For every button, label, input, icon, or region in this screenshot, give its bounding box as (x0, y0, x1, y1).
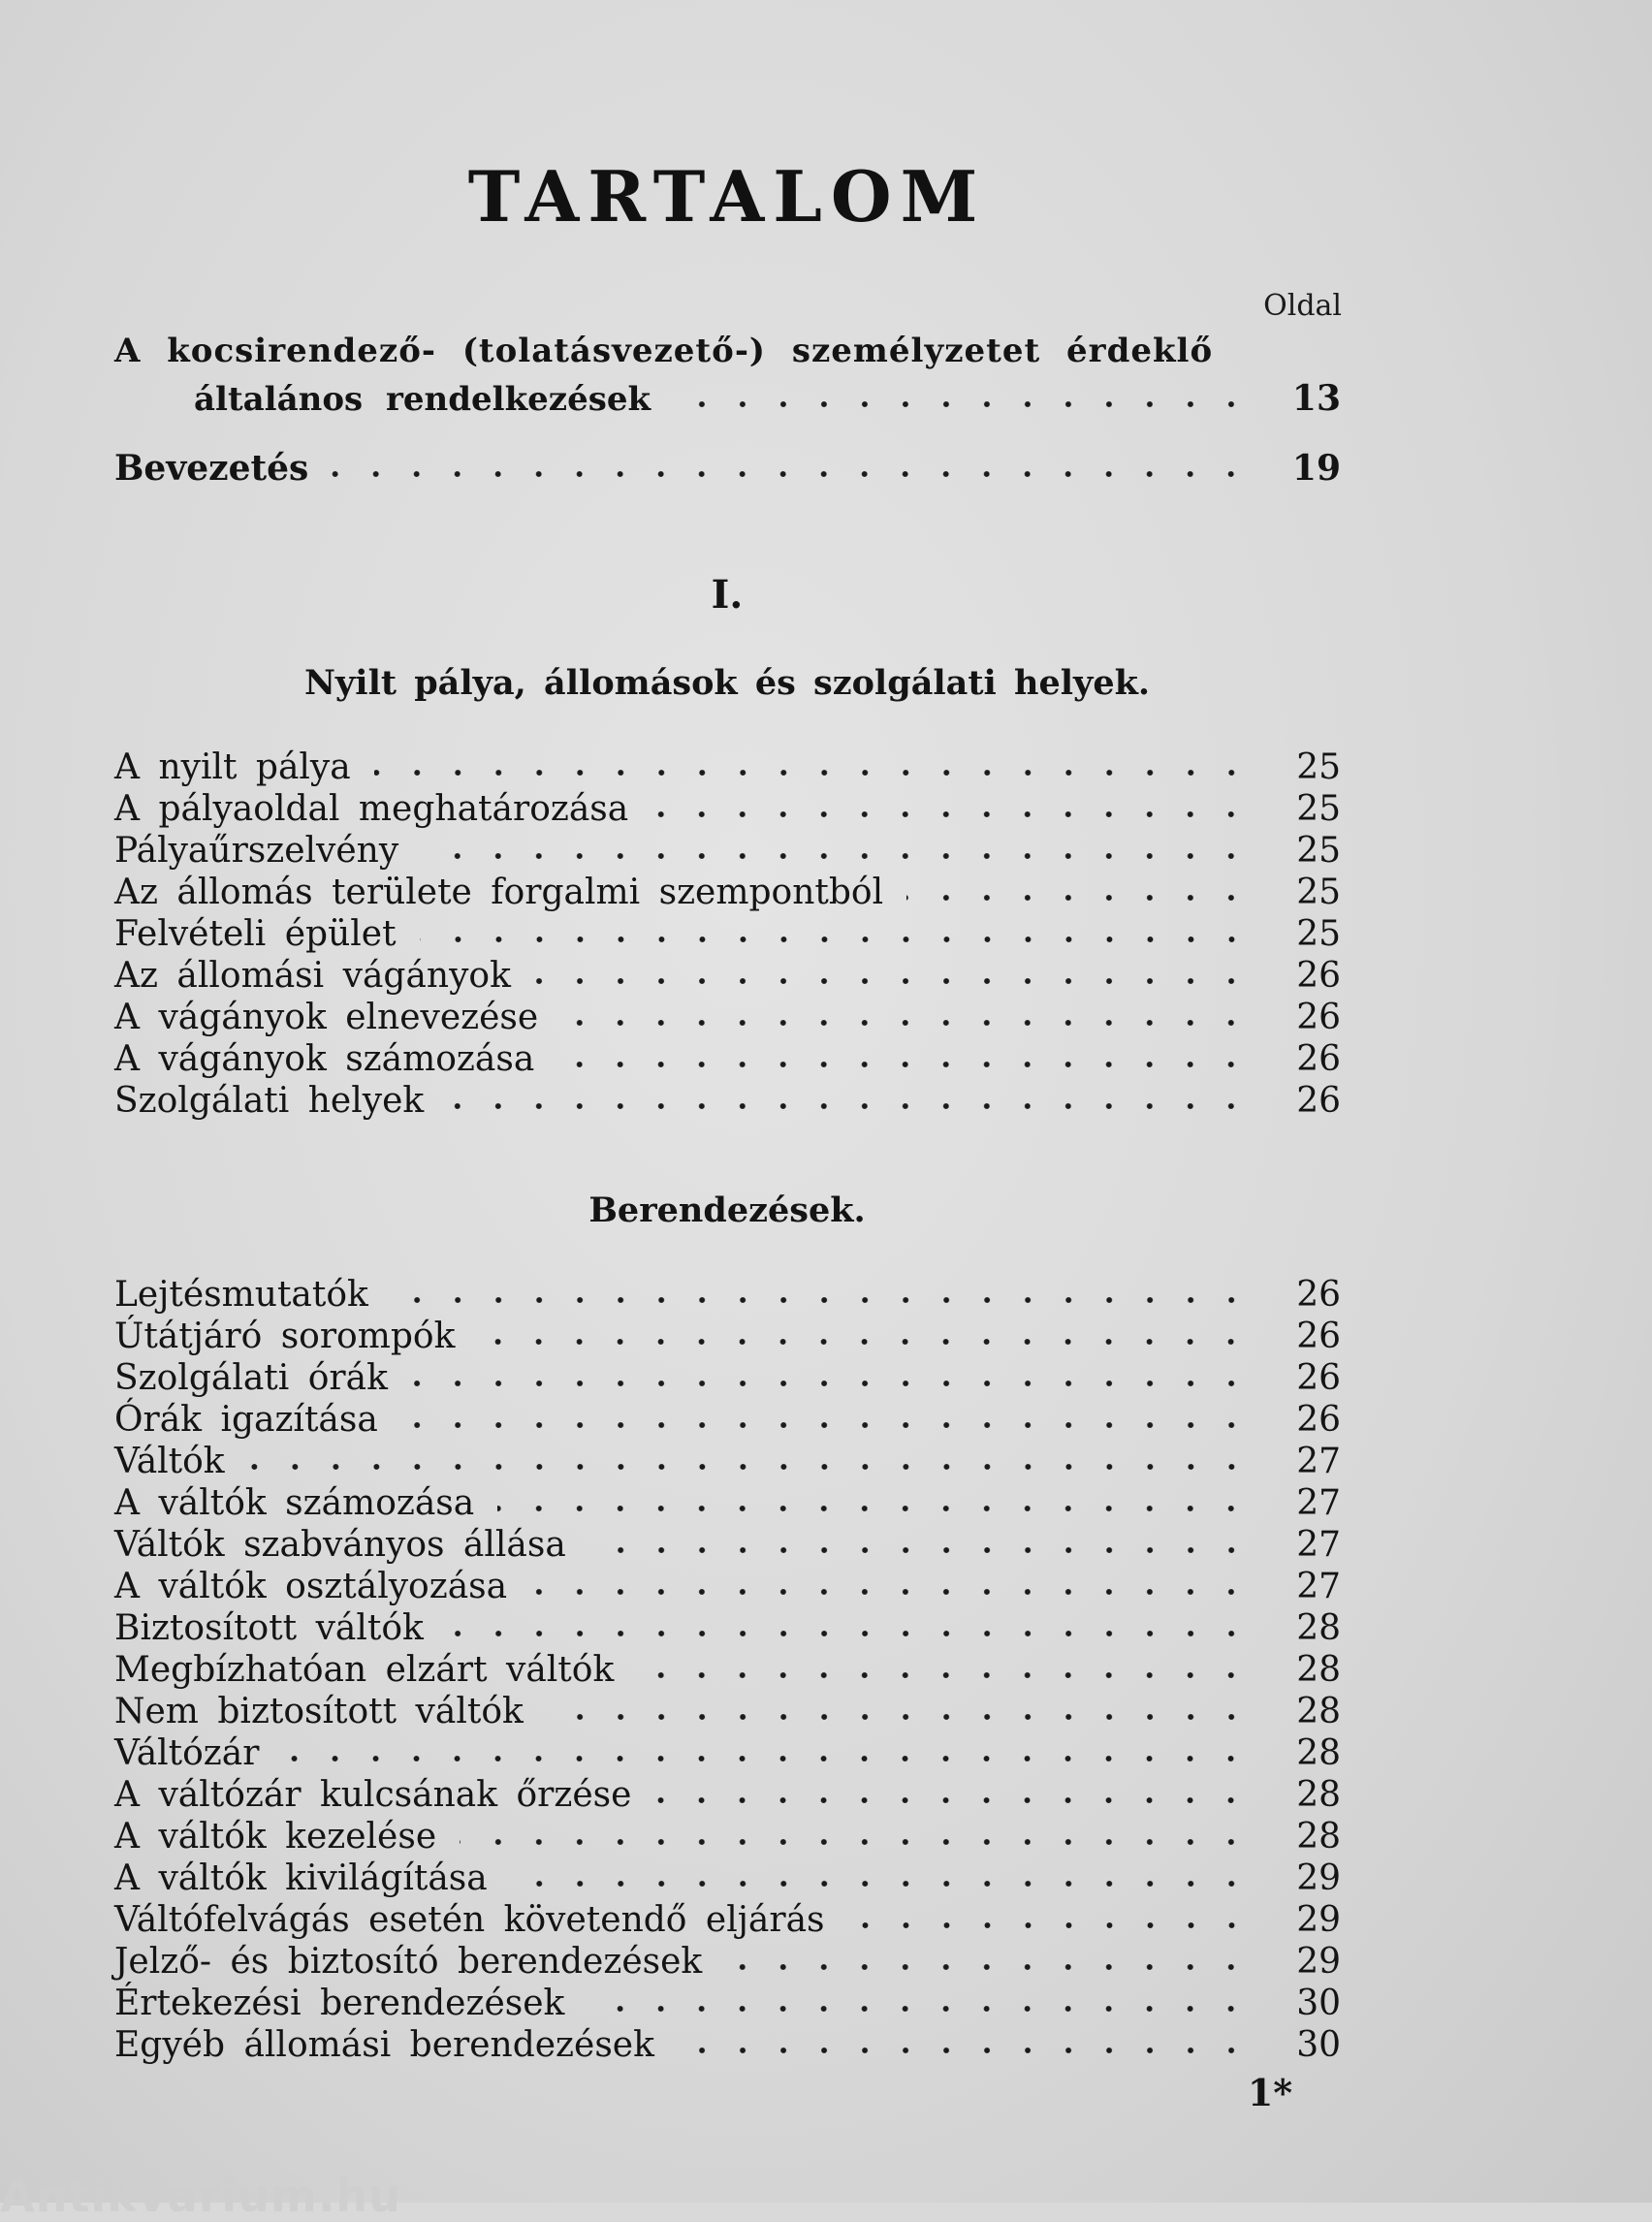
dot-leader (906, 891, 1252, 905)
dot-leader (401, 1418, 1252, 1432)
toc-page-number: 28 (1296, 1608, 1341, 1648)
toc-entry (114, 1480, 1341, 1523)
toc-entry-label: A vágányok elnevezése (114, 998, 539, 1037)
toc-page-number: 19 (1291, 448, 1341, 489)
dot-leader (651, 808, 1252, 821)
dot-leader (547, 1710, 1252, 1724)
dot-leader (411, 1377, 1252, 1390)
toc-entry (114, 1522, 1341, 1565)
toc-page-number: 25 (1296, 789, 1341, 829)
toc-page-number: 26 (1296, 1081, 1341, 1121)
toc-page-number: 26 (1296, 1358, 1341, 1398)
toc-entry (114, 870, 1341, 912)
toc-page-number: 27 (1296, 1525, 1341, 1565)
toc-page-number: 28 (1296, 1733, 1341, 1773)
toc-entry-label: A nyilt pálya (114, 747, 351, 787)
toc-entry (114, 1730, 1341, 1773)
toc-entry-label: általános rendelkezések (194, 380, 651, 419)
dot-leader (588, 2002, 1252, 2016)
dot-leader (557, 1058, 1252, 1071)
toc-page-number: 27 (1296, 1567, 1341, 1606)
toc-entry (114, 1856, 1341, 1898)
signature-mark: 1* (1247, 2071, 1293, 2114)
toc-entry (114, 1647, 1341, 1690)
toc-entry-label: Szolgálati órák (114, 1358, 388, 1398)
toc-entry (114, 1689, 1341, 1731)
toc-page-number: 26 (1296, 1039, 1341, 1079)
dot-leader (478, 1335, 1252, 1349)
toc-entry (114, 828, 1341, 871)
dot-leader (447, 1099, 1252, 1113)
toc-entry (114, 1078, 1341, 1121)
toc-entry (114, 1939, 1341, 1982)
dot-leader (654, 1793, 1252, 1807)
toc-entry (114, 745, 1341, 787)
dot-leader (511, 1877, 1252, 1890)
page-column-header: Oldal (1263, 289, 1342, 323)
toc-page-number: 30 (1296, 1984, 1341, 2023)
toc-page-number: 26 (1296, 998, 1341, 1037)
toc-entry-label: Jelző- és biztosító berendezések (114, 1942, 703, 1982)
toc-entry-label: Az állomási vágányok (114, 956, 511, 996)
part-numeral: I. (711, 572, 744, 618)
watermark: Antikvarium.hu (0, 2170, 401, 2222)
toc-entry-label: Pályaűrszelvény (114, 831, 399, 871)
toc-entry-label: Bevezetés (114, 448, 309, 489)
toc-page-number: 29 (1296, 1858, 1341, 1898)
toc-page-number: 28 (1296, 1692, 1341, 1731)
toc-entry (114, 1981, 1341, 2023)
dot-leader (420, 933, 1252, 946)
toc-entry (114, 2022, 1341, 2065)
dot-leader (530, 1585, 1252, 1599)
toc-entry (114, 1814, 1341, 1857)
toc-page-number: 27 (1296, 1483, 1341, 1523)
toc-entry (114, 1314, 1341, 1356)
toc-entry-label: A pályaoldal meghatározása (114, 789, 629, 829)
toc-entry (114, 1439, 1341, 1481)
dot-leader (561, 1016, 1252, 1030)
toc-entry (114, 1036, 1341, 1079)
toc-page-number: 28 (1296, 1817, 1341, 1857)
toc-page-number: 30 (1296, 2025, 1341, 2065)
toc-page-number: 28 (1296, 1775, 1341, 1815)
dot-leader (282, 1752, 1252, 1765)
toc-entry (114, 1355, 1341, 1398)
toc-entry-label: Nem biztosított váltók (114, 1692, 524, 1731)
toc-entry-label: Felvételi épület (114, 914, 397, 954)
toc-entry-general (194, 376, 1341, 419)
toc-entry-label: Váltók szabványos állása (114, 1525, 566, 1565)
toc-entry-label: A váltózár kulcsának őrzése (114, 1775, 632, 1815)
toc-entry-label: Szolgálati helyek (114, 1081, 425, 1121)
dot-leader (374, 766, 1252, 779)
toc-entry-label: Lejtésmutatók (114, 1275, 368, 1315)
toc-page-number: 26 (1296, 1317, 1341, 1356)
page-title: TARTALOM (467, 155, 987, 238)
dot-leader (248, 1460, 1252, 1474)
toc-entry-general-line1: A kocsirendező- (tolatásvezető-) személyzetet érdeklő (114, 332, 1214, 370)
toc-entry-label: Váltófelvágás esetén követendő eljárás (114, 1900, 825, 1940)
toc-entry-label: A váltók kezelése (114, 1817, 437, 1857)
dot-leader (460, 1835, 1252, 1849)
toc-entry-label: Egyéb állomási berendezések (114, 2025, 654, 2065)
toc-entry-label: A váltók osztályozása (114, 1567, 508, 1606)
dot-leader (447, 1627, 1252, 1640)
toc-page-number: 28 (1296, 1650, 1341, 1690)
dot-leader (589, 1543, 1252, 1557)
toc-page-number: 29 (1296, 1900, 1341, 1940)
toc-entry-label: Az állomás területe forgalmi szempontból (114, 873, 884, 912)
toc-page-number: 25 (1296, 914, 1341, 954)
toc-entry-introduction (114, 446, 1341, 489)
toc-entry-label: Váltók (114, 1442, 225, 1481)
toc-entry-label: Biztosított váltók (114, 1608, 424, 1648)
dot-leader (674, 397, 1252, 411)
toc-entry-label: Váltózár (114, 1733, 260, 1773)
toc-page-number: 27 (1296, 1442, 1341, 1481)
dot-leader (392, 1293, 1252, 1307)
toc-page-number: 25 (1296, 747, 1341, 787)
toc-entry (114, 1897, 1341, 1940)
dot-leader (725, 1960, 1252, 1974)
dot-leader (637, 1668, 1252, 1682)
toc-entry (114, 1605, 1341, 1648)
toc-entry (114, 995, 1341, 1037)
toc-entry (114, 786, 1341, 829)
toc-page-number: 26 (1296, 1275, 1341, 1315)
dot-leader (678, 2044, 1252, 2057)
toc-entry (114, 1397, 1341, 1440)
dot-leader (422, 849, 1252, 863)
dot-leader (534, 974, 1252, 988)
toc-entry-label: A váltók számozása (114, 1483, 475, 1523)
toc-page-number: 25 (1296, 873, 1341, 912)
dot-leader (332, 467, 1252, 481)
dot-leader (497, 1502, 1252, 1515)
toc-page-number: 26 (1296, 1400, 1341, 1440)
section-heading: Berendezések. (588, 1190, 866, 1230)
toc-page-number: 25 (1296, 831, 1341, 871)
toc-page-number: 13 (1291, 378, 1341, 419)
toc-entry (114, 953, 1341, 996)
toc-page-number: 29 (1296, 1942, 1341, 1982)
section-heading: Nyilt pálya, állomások és szolgálati helyek. (303, 663, 1151, 703)
toc-entry (114, 1272, 1341, 1315)
toc-entry (114, 1772, 1341, 1815)
toc-page-number: 26 (1296, 956, 1341, 996)
toc-entry (114, 1564, 1341, 1606)
toc-entry-label: Megbízhatóan elzárt váltók (114, 1650, 615, 1690)
toc-entry-label: Útátjáró sorompók (114, 1317, 456, 1356)
toc-entry-label: A vágányok számozása (114, 1039, 535, 1079)
toc-entry (114, 911, 1341, 954)
toc-entry-label: Órák igazítása (114, 1400, 378, 1440)
toc-entry-label: Értekezési berendezések (114, 1984, 565, 2023)
dot-leader (848, 1919, 1252, 1932)
toc-entry-label: A váltók kivilágítása (114, 1858, 488, 1898)
